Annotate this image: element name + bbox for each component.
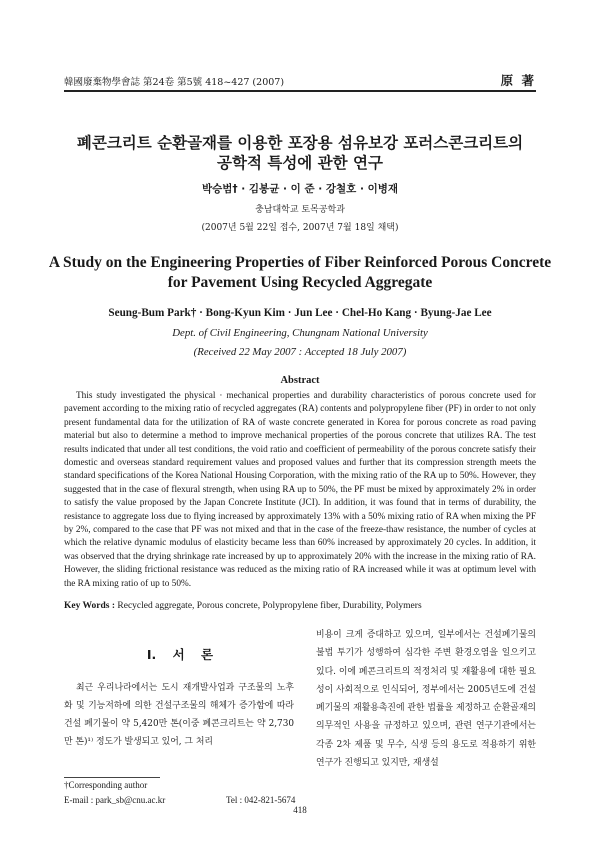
keywords-text: Recycled aggregate, Porous concrete, Polypropylene fiber, Durability, Polymers [117,601,422,611]
english-title-line-1: A Study on the Engineering Properties of Fiber Reinforced Porous Concrete [48,254,552,271]
english-authors: Seung-Bum Park† · Bong-Kyun Kim · Jun Lee · Chel-Ho Kang · Byung-Jae Lee [108,307,492,319]
footnote-tel: Tel : 042-821-5674 [226,795,296,805]
body-right-column: 비용이 크게 증대하고 있으며, 일부에서는 건설폐기물의 불법 투기가 성행하여 심각한 주변 환경오염을 일으키고 있다. 이에 폐콘크리트의 적정처리 및 재활용에 대한 필요성이 사회적으로 인식되어, 정부에서는 2005년도에 건설폐기물의 재활용촉진에 관한 법률을 제정하고 순환골재의 의무적인 사용을 규정하고 있으며, 관련 연구기관에서는 각종 2차 제품 및 무수, 식생 등의 용도로 적용하기 위한 연구가 진행되고 있지만, 재생설 [316,630,536,769]
english-dates: (Received 22 May 2007 : Accepted 18 July 2007) [193,346,407,358]
header-divider [64,90,536,92]
korean-authors: 박승범† · 김봉균 · 이 준 · 강철호 · 이병재 [201,183,399,195]
footnote-email: E-mail : park_sb@cnu.ac.kr [64,795,166,805]
page-number: 418 [293,805,307,815]
abstract-heading: Abstract [280,375,320,386]
korean-affiliation: 충남대학교 토목공학과 [255,205,345,215]
body-left-column: 최근 우리나라에서는 도시 재개발사업과 구조물의 노후화 및 기능저하에 의한 건설구조물의 해체가 증가함에 따라 건설 폐기물이 약 5,420만 톤(이중 폐콘크리트는 약 2,730만 톤)¹⁾ 정도가 발생되고 있어, 그 처리 [64,683,294,748]
footnote-corresponding-author: †Corresponding author [64,780,148,790]
abstract-text: This study investigated the physical · mechanical properties and durability characteristics of porous concrete used for pavement according to the mixing ratio of recycled aggregates (RA) contents and polypropylene fiber (PF) in order to not only present fundamental data for the utilization of RA of waste concrete generated in Korea for porous concrete as road paving material but also to determine a method to improve mechanical properties of the porous concrete that utilizes RA. The test results indicated that under all test conditions, the void ratio and coefficient of permeability of the porous concrete satisfy their domestic and overseas standard requirement values and proposed values and further that its compression strength meets the standard specifications of the Korea National Housing Corporation, with the mixing ratio of the RA up to 50%. However, they suggested that in the case of flexural strength, when using RA up to 50%, the PF must be mixed by approximately 2% in order to satisfy the value proposed by the Japan Concrete Institute (JCI). In addition, it was found that in terms of durability, the resistance to aggregate loss due to flying increased by approximately 13% with a 50% mixing ratio of RA when mixing the PF by 2%, compared to the case that PF was not mixed and that in the case of the freeze-thaw resistance, the number of cycles at which the relative dynamic modulus of elasticity became less than 60% increased by approximately 20 cycles. In addition, it was observed that the drying shrinkage rate increased by up to approximately 20% with the increase in the mixing ratio of RA. However, the sliding frictional resistance was reduced as the mixing ratio of RA increased while it was at optimum level with the RA mixing ratio of up to 50%. [64,391,536,589]
footnote-divider [64,777,160,778]
keywords-label: Key Words : [64,601,116,611]
english-affiliation: Dept. of Civil Engineering, Chungnam National University [172,327,428,339]
section-title-introduction: I. 서 론 [146,647,214,662]
korean-dates: (2007년 5월 22일 접수, 2007년 7월 18일 채택) [201,223,399,233]
korean-title-line-2: 공학적 특성에 관한 연구 [217,154,383,172]
keywords [64,601,536,611]
article-type-label: 原 著 [500,73,536,88]
english-title-line-2: for Pavement Using Recycled Aggregate [167,274,433,291]
korean-title-line-1: 폐콘크리트 순환골재를 이용한 포장용 섬유보강 포러스콘크리트의 [76,134,524,152]
journal-header: 韓國廢棄物學會誌 第24卷 第5號 418~427 (2007) [64,77,285,88]
